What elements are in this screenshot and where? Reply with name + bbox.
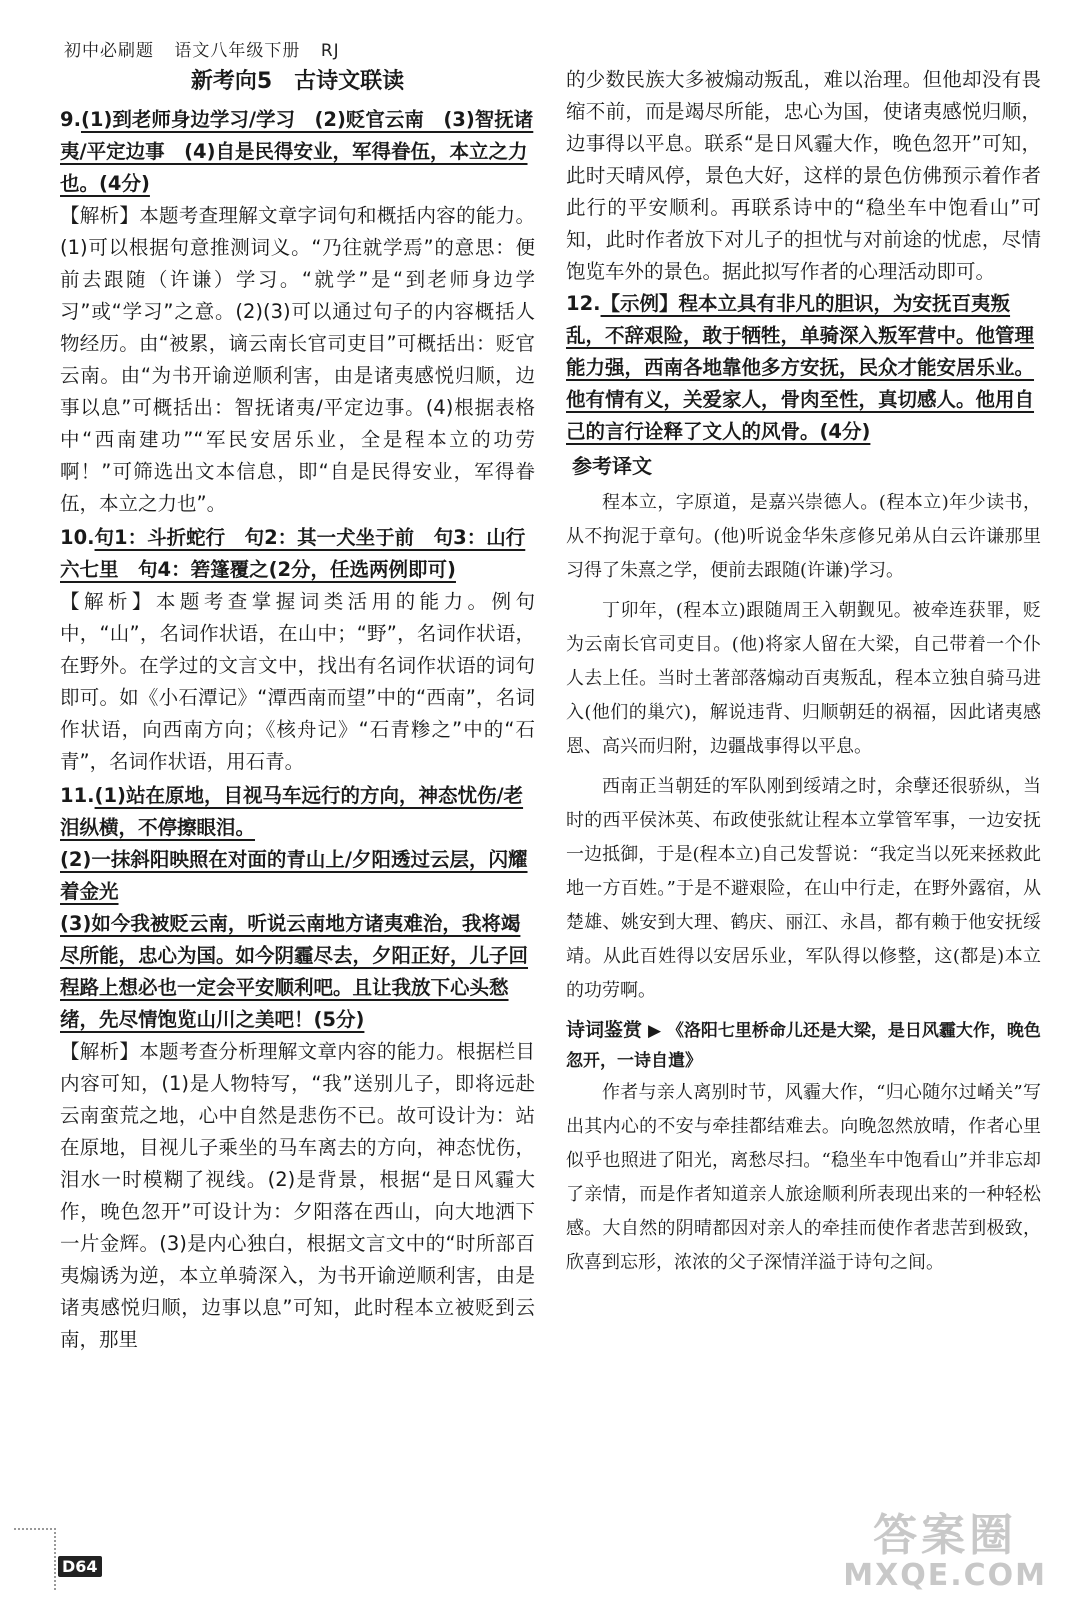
q11-answer-1: (1)站在原地，目视马车远行的方向，神态忧伤/老泪纵横，不停擦眼泪。 — [60, 784, 524, 839]
section-title: 新考向5 古诗文联读 — [190, 69, 405, 94]
question-11 — [60, 780, 535, 1356]
left-column — [60, 64, 535, 1358]
watermark-top: 答案圈 — [873, 1510, 1018, 1561]
watermark-bottom: MXQE.COM — [843, 1558, 1047, 1593]
page-corner-decoration — [14, 1528, 56, 1590]
translation-paragraph: 丁卯年，(程本立)跟随周王入朝觐见。被牵连获罪，贬为云南长官司吏目。(他)将家人留在大梁，自己带着一个仆人去上任。当时土著部落煽动百夷叛乱，程本立独自骑马进入(他们的巢穴)，解说违背、归顺朝廷的祸福，因此诸夷感恩、高兴而归附，边疆战事得以平息。 — [566, 600, 1041, 757]
question-9 — [60, 104, 535, 520]
arrow-icon: ▶ — [647, 1021, 662, 1041]
running-header — [64, 36, 354, 61]
q10-explanation: 【解析】本题考查掌握词类活用的能力。例句中，“山”，名词作状语，在山中；“野”，名词作状语，在野外。在学过的文言文中，找出有名词作状语的词句即可。如《小石潭记》“潭西南而望”中的“西南”，名词作状语，向西南方向；《核舟记》“石青糁之”中的“石青”，名词作状语，用石青。 — [60, 590, 535, 773]
question-12 — [566, 288, 1041, 448]
header-subject: 语文八年级下册 — [174, 41, 301, 61]
watermark — [843, 1512, 1047, 1592]
header-book: 初中必刷题 — [64, 41, 154, 61]
reference-translation — [566, 486, 1041, 1008]
q11-answer-2: (2)一抹斜阳映照在对面的青山上/夕阳透过云层，闪耀着金光 — [60, 848, 528, 903]
appreciation-heading — [566, 1016, 1041, 1076]
q9-explanation: 【解析】本题考查理解文章字词句和概括内容的能力。(1)可以根据句意推测词义。“乃往就学焉”的意思：便前去跟随（许谦）学习。“就学”是“到老师身边学习”或“学习”之意。(2)(3)可以通过句子的内容概括人物经历。由“被累，谪云南长官司吏目”可概括出：贬官云南。由“为书开谕逆顺利害，由是诸夷感悦归顺，边事以息”可概括出：智抚诸夷/平定边事。(4)根据表格中“西南建功”“军民安居乐业，全是程本立的功劳啊！”可筛选出文本信息，即“自是民得安业，军得眷伍，本立之力也”。 — [60, 204, 535, 515]
appreciation-label: 诗词鉴赏 — [566, 1020, 643, 1041]
q11-answer-3: (3)如今我被贬云南，听说云南地方诸夷难治，我将竭尽所能，忠心为国。如今阴霾尽去，夕阳正好，儿子回程路上想必也一定会平安顺利吧。且让我放下心头愁绪，先尽情饱览山川之美吧！(5分) — [60, 912, 529, 1031]
translation-paragraph: 西南正当朝廷的军队刚到绥靖之时，余孽还很骄纵，当时的西平侯沐英、布政使张紞让程本立掌管军事，一边安抚一边抵御，于是(程本立)自己发誓说：“我定当以死来拯救此地一方百姓。”于是不避艰险，在山中行走，在野外露宿，从楚雄、姚安到大理、鹤庆、丽江、永昌，都有赖于他安抚绥靖。从此百姓得以安居乐业，军队得以修整，这(都是)本立的功劳啊。 — [566, 776, 1041, 1001]
reference-title: 参考译文 — [572, 454, 652, 478]
appreciation-body — [566, 1076, 1041, 1280]
question-10 — [60, 522, 535, 778]
right-column — [566, 64, 1041, 1286]
q12-answer: 【示例】程本立具有非凡的胆识，为安抚百夷叛乱，不辞艰险，敢于牺牲，单骑深入叛军营中。他管理能力强，西南各地靠他多方安抚，民众才能安居乐业。他有情有义，关爱家人，骨肉至性，真切感人。他用自己的言行诠释了文人的风骨。(4分) — [566, 292, 1035, 443]
translation-paragraph: 程本立，字原道，是嘉兴崇德人。(程本立)年少读书，从不拘泥于章句。(他)听说金华朱彦修兄弟从白云许谦那里习得了朱熹之学，便前去跟随(许谦)学习。 — [566, 492, 1041, 581]
q12-number: 12. — [566, 292, 601, 315]
page-number: D64 — [58, 1556, 102, 1577]
q11-explanation-continued: 的少数民族大多被煽动叛乱，难以治理。但他却没有畏缩不前，而是竭尽所能，忠心为国，使诸夷感悦归顺，边事得以平息。联系“是日风霾大作，晚色忽开”可知，此时天晴风停，景色大好，这样的景色仿佛预示着作者此行的平安顺利。再联系诗中的“稳坐车中饱看山”可知，此时作者放下对儿子的担忧与对前途的忧虑，尽情饱览车外的景色。据此拟写作者的心理活动即可。 — [566, 68, 1041, 283]
appreciation-title: 《洛阳七里桥命儿还是大梁，是日风霾大作，晚色忽开，一诗自遣》 — [566, 1021, 1041, 1071]
q10-number: 10. — [60, 526, 95, 549]
q11-explanation: 【解析】本题考查分析理解文章内容的能力。根据栏目内容可知，(1)是人物特写，“我”送别儿子，即将远赴云南蛮荒之地，心中自然是悲伤不已。故可设计为：站在原地，目视儿子乘坐的马车离去的方向，神态忧伤，泪水一时模糊了视线。(2)是背景，根据“是日风霾大作，晚色忽开”可设计为：夕阳落在西山，向大地洒下一片金辉。(3)是内心独白，根据文言文中的“时所部百夷煽诱为逆，本立单骑深入，为书开谕逆顺利害，由是诸夷感悦归顺，边事以息”可知，此时程本立被贬到云南，那里 — [60, 1040, 535, 1351]
appreciation-paragraph: 作者与亲人离别时节，风霾大作，“归心随尔过崤关”写出其内心的不安与牵挂都结难去。向晚忽然放晴，作者心里似乎也照进了阳光，离愁尽扫。“稳坐车中饱看山”并非忘却了亲情，而是作者知道亲人旅途顺利所表现出来的一种轻松感。大自然的阴晴都因对亲人的牵挂而使作者悲苦到极致，欣喜到忘形，浓浓的父子深情洋溢于诗句之间。 — [566, 1082, 1041, 1273]
header-edition: RJ — [320, 41, 340, 61]
q9-number: 9. — [60, 108, 81, 131]
q9-answer: (1)到老师身边学习/学习 (2)贬官云南 (3)智抚诸夷/平定边事 (4)自是民得安业，军得眷伍，本立之力也。(4分) — [60, 108, 534, 195]
q10-answer: 句1：斗折蛇行 句2：其一犬坐于前 句3：山行六七里 句4：箬篷覆之(2分，任选两例即可) — [60, 526, 526, 581]
q11-number: 11. — [60, 784, 95, 807]
